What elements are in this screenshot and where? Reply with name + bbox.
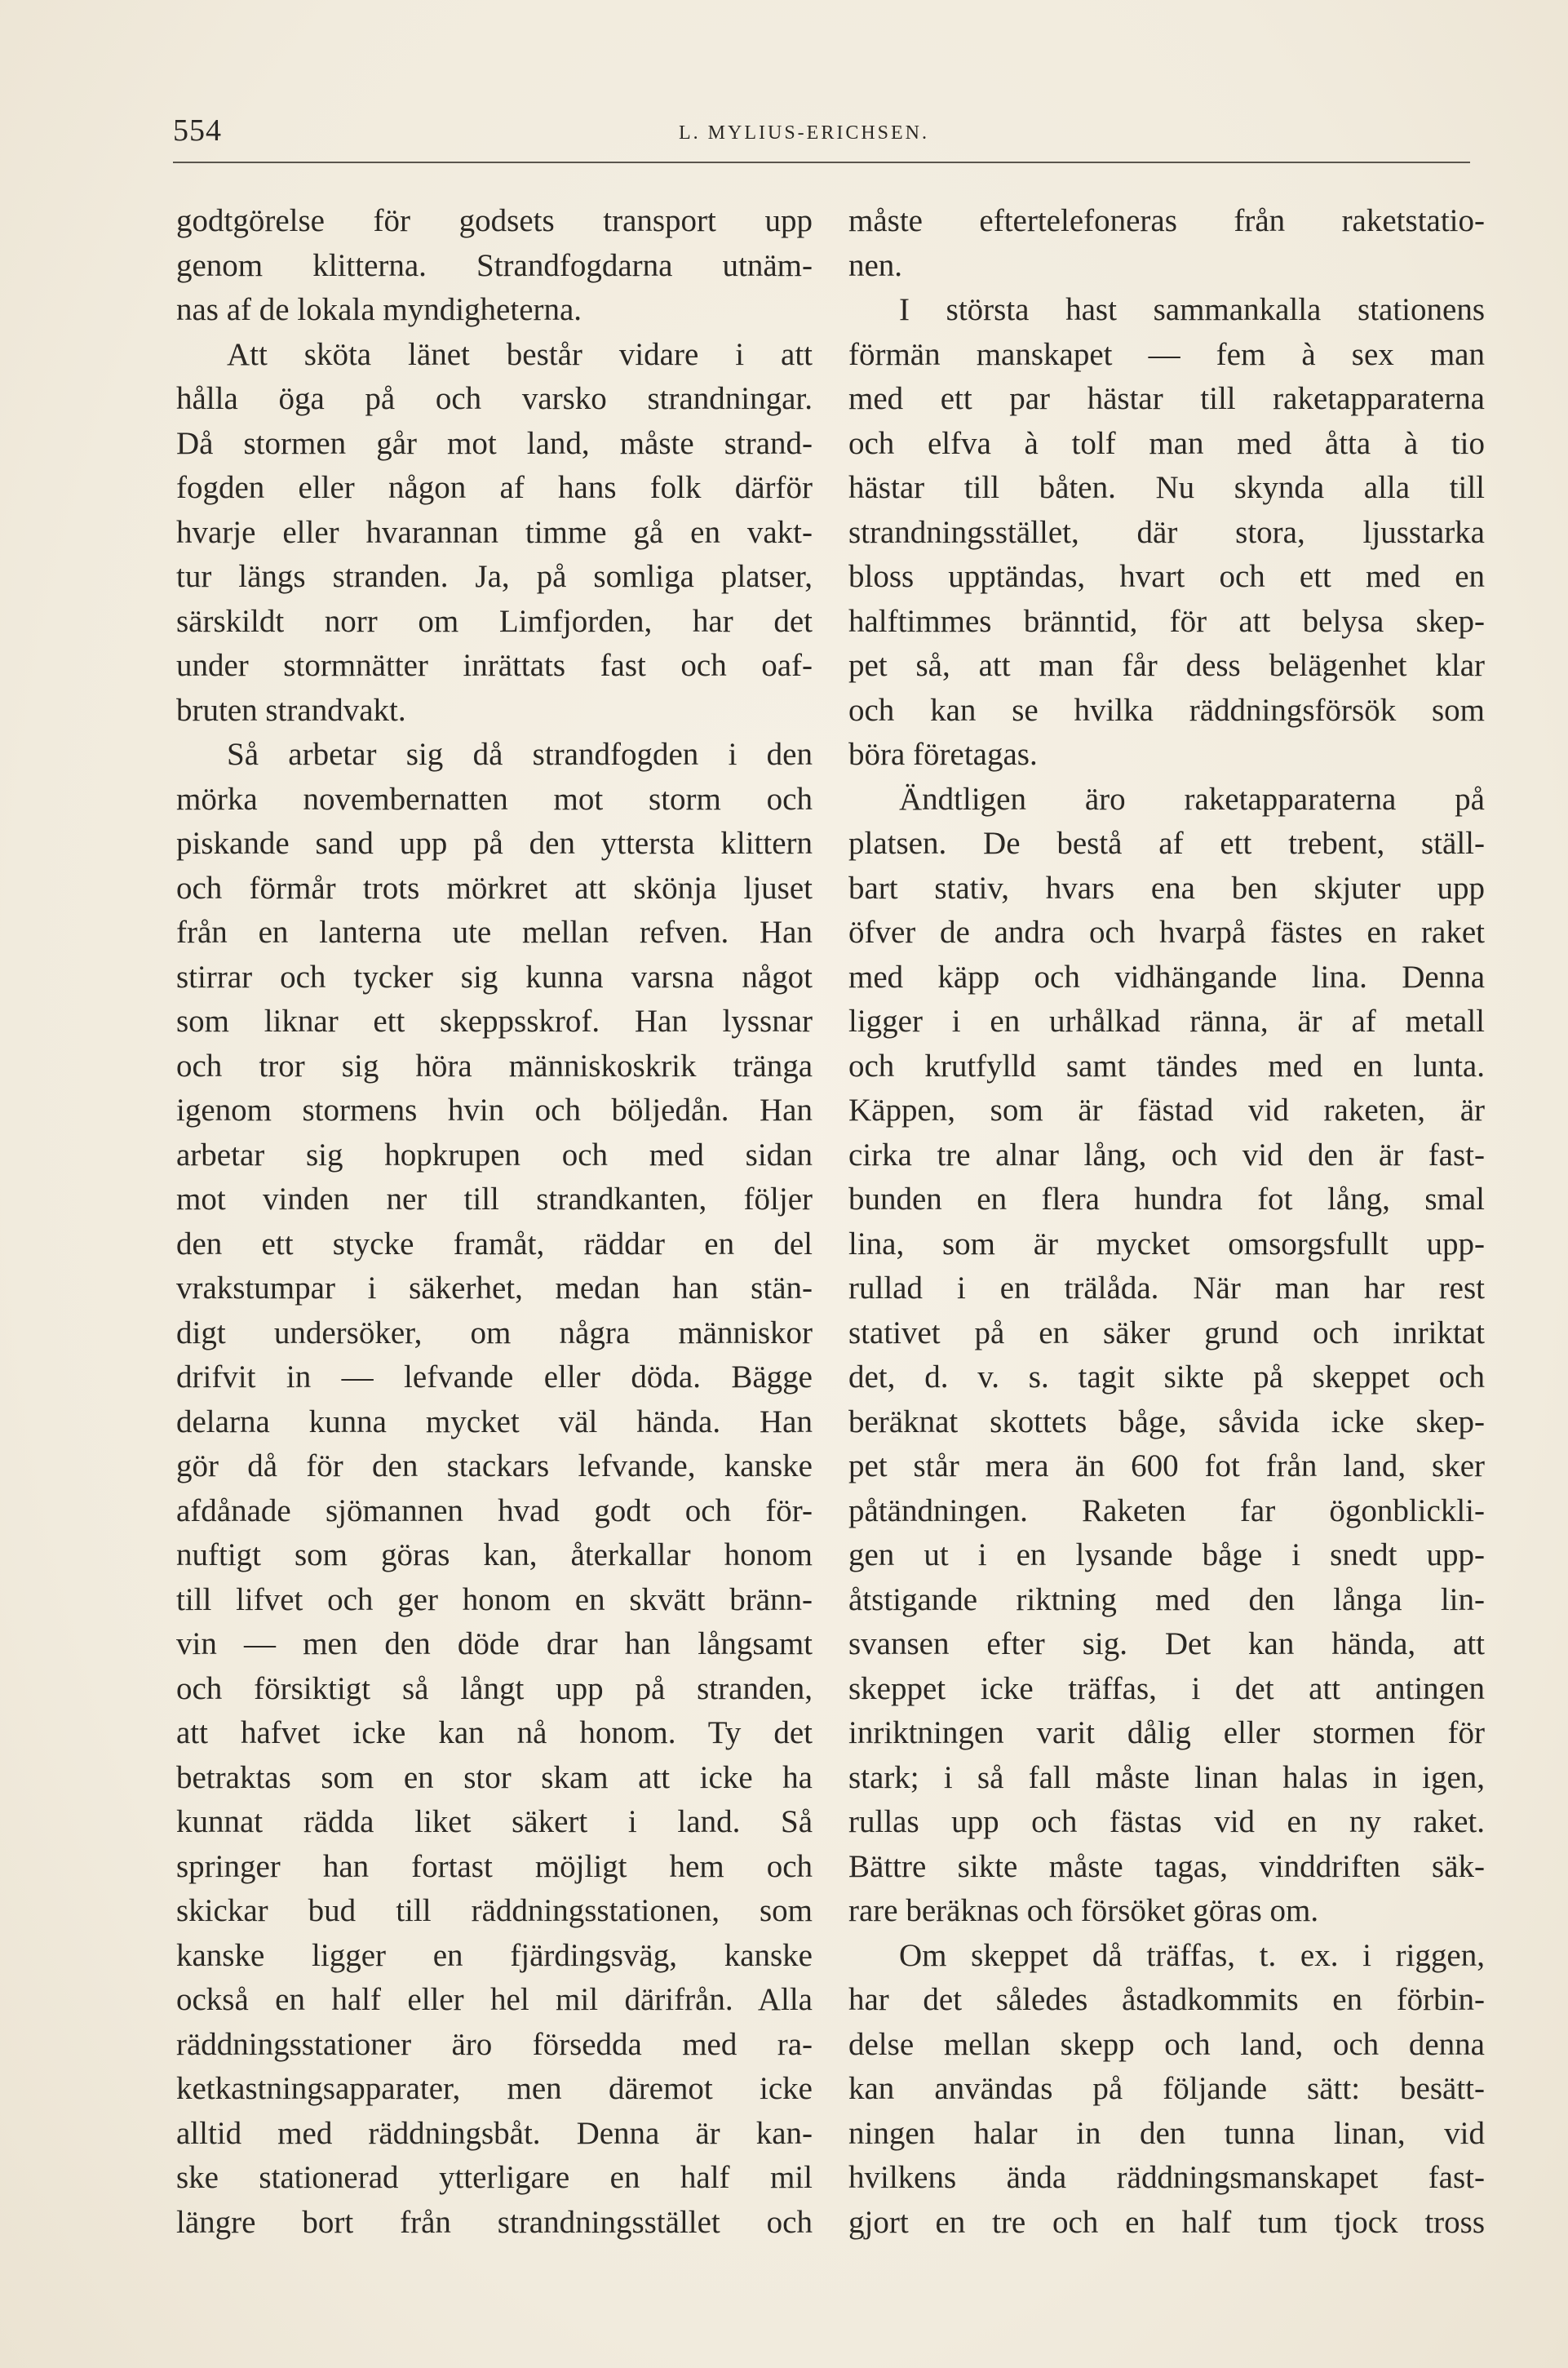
text-line: Käppen, som är fästad vid raketen, är xyxy=(848,1093,1485,1128)
text-line: betraktas som en stor skam att icke ha xyxy=(176,1759,813,1795)
text-line: hvarje eller hvarannan timme gå en vakt- xyxy=(176,514,813,550)
text-line: bart stativ, hvars ena ben skjuter upp xyxy=(848,870,1485,906)
text-line: drifvit in — lefvande eller döda. Bägge xyxy=(176,1359,813,1395)
text-line: särskildt norr om Limfjorden, har det xyxy=(176,603,813,639)
text-line: hvilkens ända räddningsmanskapet fast- xyxy=(848,2160,1485,2195)
text-line: Ändtligen äro raketapparaterna på xyxy=(899,781,1485,817)
text-line: skickar bud till räddningsstationen, som xyxy=(176,1893,813,1928)
text-line: åtstigande riktning med den långa lin- xyxy=(848,1581,1485,1617)
text-line: Om skeppet då träffas, t. ex. i riggen, xyxy=(899,1937,1485,1973)
text-line: nuftigt som göras kan, återkallar honom xyxy=(176,1537,813,1572)
text-line: nen. xyxy=(848,247,903,283)
page-header xyxy=(173,113,1470,162)
text-line: pet så, att man får dess belägenhet klar xyxy=(848,648,1485,683)
text-line: Bättre sikte måste tagas, vinddriften säk- xyxy=(848,1848,1485,1884)
text-line: gen ut i en lysande båge i snedt upp- xyxy=(848,1537,1485,1572)
text-line: vrakstumpar i säkerhet, medan han stän- xyxy=(176,1270,813,1306)
text-line: har det således åstadkommits en förbin- xyxy=(848,1982,1485,2017)
text-line: inriktningen varit dålig eller stormen för xyxy=(848,1715,1485,1750)
text-line: rullas upp och fästas vid en ny raket. xyxy=(848,1804,1485,1839)
text-line: mörka novembernatten mot storm och xyxy=(176,781,813,817)
text-line: skeppet icke träffas, i det att antingen xyxy=(848,1670,1485,1706)
text-line: springer han fortast möjligt hem och xyxy=(176,1848,813,1884)
text-line: med käpp och vidhängande lina. Denna xyxy=(848,959,1485,995)
text-line: mot vinden ner till strandkanten, följer xyxy=(176,1182,813,1217)
text-line: påtändningen. Raketen far ögonblickli- xyxy=(848,1492,1485,1528)
text-line: bruten strandvakt. xyxy=(176,692,406,728)
text-line: den ett stycke framåt, räddar en del xyxy=(176,1226,813,1262)
text-line: kunnat rädda liket säkert i land. Så xyxy=(176,1804,813,1839)
text-line: och kan se hvilka räddningsförsök som xyxy=(848,692,1485,728)
text-line: bloss upptändas, hvart och ett med en xyxy=(848,559,1485,594)
text-line: och förmår trots mörkret att skönja ljuset xyxy=(176,870,813,906)
text-line: godtgörelse för godsets transport upp xyxy=(176,203,813,238)
text-line: stirrar och tycker sig kunna varsna något xyxy=(176,959,813,995)
text-line: stativet på en säker grund och inriktat xyxy=(848,1315,1485,1350)
text-line: alltid med räddningsbåt. Denna är kan- xyxy=(176,2115,813,2151)
text-line: att hafvet icke kan nå honom. Ty det xyxy=(176,1715,813,1750)
text-line: böra företagas. xyxy=(848,737,1038,772)
text-line: svansen efter sig. Det kan hända, att xyxy=(848,1626,1485,1661)
text-line: afdånade sjömannen hvad godt och för- xyxy=(176,1492,813,1528)
text-line: digt undersöker, om några människor xyxy=(176,1315,813,1350)
text-line: kan användas på följande sätt: besätt- xyxy=(848,2071,1485,2106)
text-line: pet står mera än 600 fot från land, sker xyxy=(848,1448,1485,1483)
text-line: ske stationerad ytterligare en half mil xyxy=(176,2160,813,2195)
right-column xyxy=(848,199,1485,2245)
left-column xyxy=(176,199,813,2245)
text-line: bunden en flera hundra fot lång, smal xyxy=(848,1182,1485,1217)
text-line: rare beräknas och försöket göras om. xyxy=(848,1893,1319,1928)
text-line: tur längs stranden. Ja, på somliga platser, xyxy=(176,559,813,594)
text-line: och tror sig höra människoskrik tränga xyxy=(176,1048,813,1084)
text-line: fogden eller någon af hans folk därför xyxy=(176,470,813,505)
text-line: ningen halar in den tunna linan, vid xyxy=(848,2115,1485,2151)
text-line: arbetar sig hopkrupen och med sidan xyxy=(176,1137,813,1173)
text-line: stark; i så fall måste linan halas in igen, xyxy=(848,1759,1485,1795)
text-line: som liknar ett skeppsskrof. Han lyssnar xyxy=(176,1004,813,1039)
text-line: gjort en tre och en half tum tjock tross xyxy=(848,2204,1485,2240)
header-rule xyxy=(173,162,1470,163)
text-line: hålla öga på och varsko strandningar. xyxy=(176,381,813,416)
text-line: hästar till båten. Nu skynda alla till xyxy=(848,470,1485,505)
text-line: lina, som är mycket omsorgsfullt upp- xyxy=(848,1226,1485,1262)
text-line: nas af de lokala myndigheterna. xyxy=(176,292,582,327)
text-line: måste eftertelefoneras från raketstatio- xyxy=(848,203,1485,238)
text-line: igenom stormens hvin och böljedån. Han xyxy=(176,1093,813,1128)
text-line: piskande sand upp på den yttersta klittern xyxy=(176,826,813,861)
text-line: gör då för den stackars lefvande, kanske xyxy=(176,1448,813,1483)
text-line: Så arbetar sig då strandfogden i den xyxy=(227,737,813,772)
text-line: Då stormen går mot land, måste strand- xyxy=(176,425,813,461)
text-line: rullad i en trälåda. När man har rest xyxy=(848,1270,1485,1306)
text-line: under stormnätter inrättats fast och oaf- xyxy=(176,648,813,683)
text-line: cirka tre alnar lång, och vid den är fast- xyxy=(848,1137,1485,1173)
text-line: strandningsstället, där stora, ljusstarka xyxy=(848,514,1485,550)
text-line: öfver de andra och hvarpå fästes en raket xyxy=(848,915,1485,950)
text-line: beräknat skottets båge, såvida icke skep- xyxy=(848,1404,1485,1439)
page-number: 554 xyxy=(173,113,222,148)
running-head: L. MYLIUS-ERICHSEN. xyxy=(679,122,929,144)
text-line: längre bort från strandningsstället och xyxy=(176,2204,813,2240)
text-line: ketkastningsapparater, men däremot icke xyxy=(176,2071,813,2106)
text-line: delse mellan skepp och land, och denna xyxy=(848,2026,1485,2062)
text-line: förmän manskapet — fem à sex man xyxy=(848,336,1485,372)
text-line: och krutfylld samt tändes med en lunta. xyxy=(848,1048,1485,1084)
text-line: räddningsstationer äro försedda med ra- xyxy=(176,2026,813,2062)
text-line: kanske ligger en fjärdingsväg, kanske xyxy=(176,1937,813,1973)
text-line: Att sköta länet består vidare i att xyxy=(227,336,813,372)
text-line: med ett par hästar till raketapparaterna xyxy=(848,381,1485,416)
text-line: också en half eller hel mil därifrån. Alla xyxy=(176,1982,813,2017)
text-line: det, d. v. s. tagit sikte på skeppet och xyxy=(848,1359,1485,1395)
text-line: genom klitterna. Strandfogdarna utnäm- xyxy=(176,247,813,283)
text-line: till lifvet och ger honom en skvätt bränn- xyxy=(176,1581,813,1617)
text-line: delarna kunna mycket väl hända. Han xyxy=(176,1404,813,1439)
text-line: halftimmes bränntid, för att belysa skep- xyxy=(848,603,1485,639)
text-line: och försiktigt så långt upp på stranden, xyxy=(176,1670,813,1706)
text-line: från en lanterna ute mellan refven. Han xyxy=(176,915,813,950)
text-line: I största hast sammankalla stationens xyxy=(899,292,1485,327)
text-line: platsen. De bestå af ett trebent, ställ- xyxy=(848,826,1485,861)
text-line: och elfva à tolf man med åtta à tio xyxy=(848,425,1485,461)
text-line: vin — men den döde drar han långsamt xyxy=(176,1626,813,1661)
text-line: ligger i en urhålkad ränna, är af metall xyxy=(848,1004,1485,1039)
